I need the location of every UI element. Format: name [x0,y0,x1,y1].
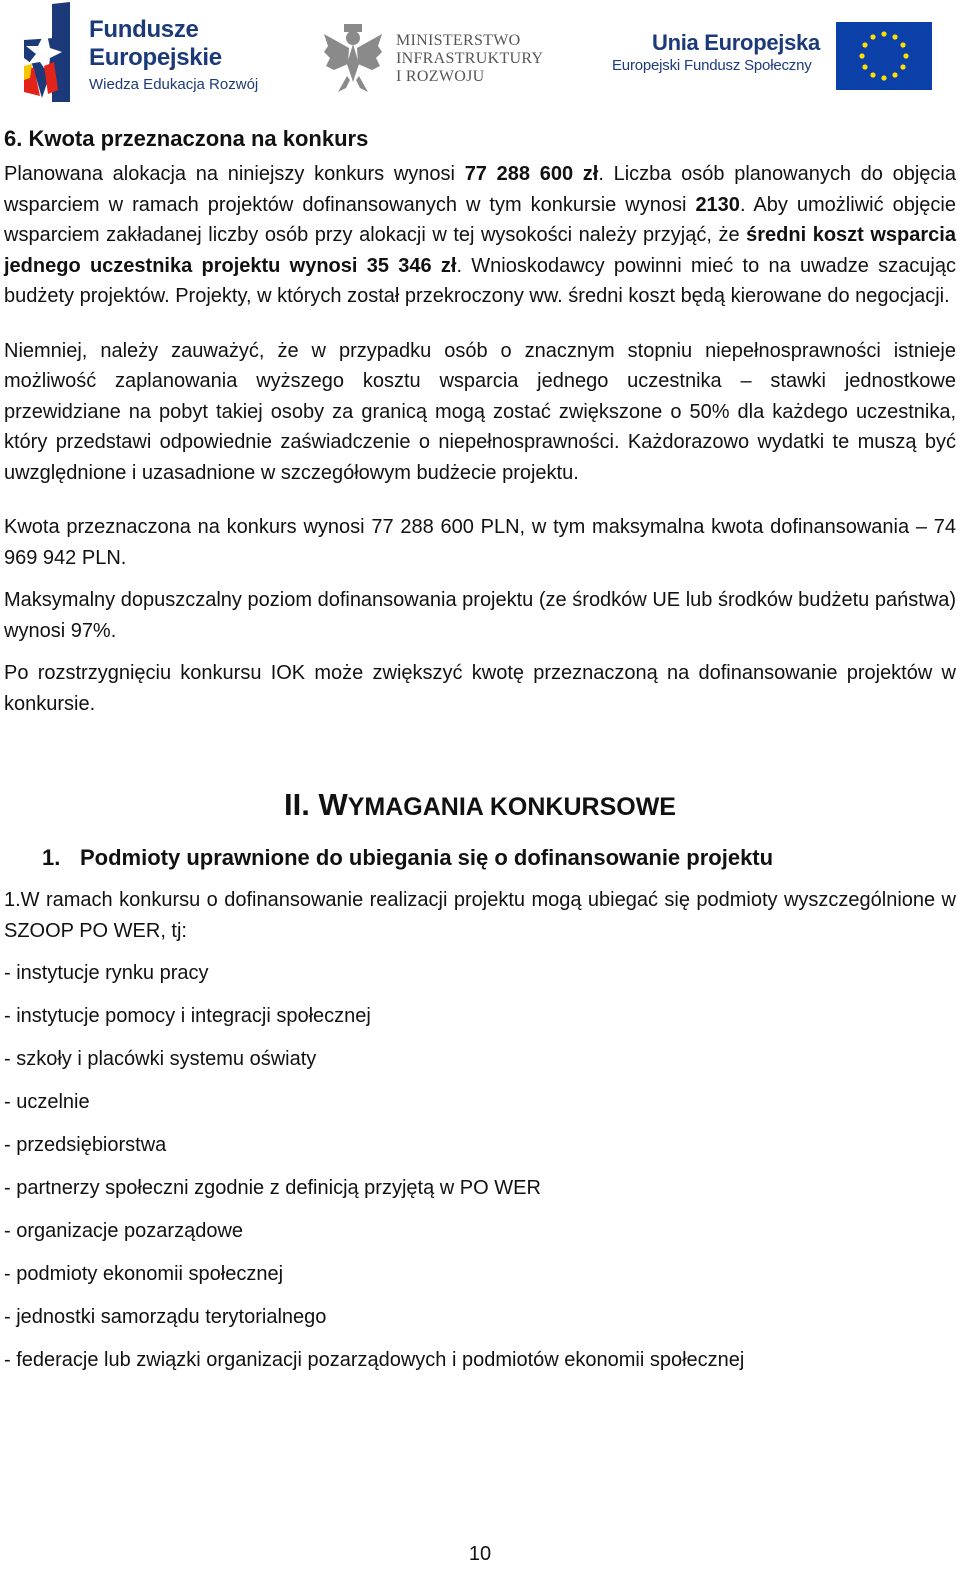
header-logos [0,0,960,110]
ministry-logo [322,22,562,97]
list-item: - uczelnie [4,1091,90,1113]
list-item: - organizacje pozarządowe [4,1220,244,1242]
list-item: - podmioty ekonomii społecznej [4,1263,284,1285]
ministry-line3: I ROZWOJU [396,68,485,85]
part-2-title-initial: W [318,787,348,822]
fe-logo-line2: Europejskie [89,44,222,71]
p1-text-2: . Liczba osób planowanych do objęcia wsparciem w ramach projektów dofinansowanych w tym konkursie wynosi [4,163,956,216]
section-6-paragraph-5: Po rozstrzygnięciu konkursu IOK może zwiększyć kwotę przeznaczoną na dofinansowanie projektów w konkursie. [4,662,956,715]
part-2-number: II. [284,787,319,822]
eu-logo-title: Unia Europejska [652,30,820,55]
part-2-heading [4,787,956,825]
list-item: - federacje lub związki organizacji pozarządowych i podmiotów ekonomii społecznej [4,1349,745,1371]
p1-allocation-amount: 77 288 600 zł [464,163,599,185]
section-6-title: 6. Kwota przeznaczona na konkurs [4,126,369,151]
eu-flag-icon [836,22,932,90]
document-body [4,124,956,1388]
p1-text-3: . Aby umożliwić objęcie wsparciem zakładanej liczby osób przy alokacji w tej wysokości należy przyjąć, że [4,193,956,246]
eu-logo-subtitle: Europejski Fundusz Społeczny [612,57,812,74]
section-6-paragraph-1 [4,159,956,312]
list-item: - instytucje pomocy i integracji społecznej [4,1005,371,1027]
fundusze-europejskie-logo [24,2,274,102]
eligible-entities-intro: 1.W ramach konkursu o dofinansowanie realizacji projektu mogą ubiegać się podmioty wyszczególnione w SZOOP PO WER, tj: [4,889,956,942]
p1-text-1: Planowana alokacja na niniejszy konkurs wynosi [4,163,465,185]
subsection-1-title: Podmioty uprawnione do ubiegania się o dofinansowanie projektu [80,845,774,870]
part-2-title-rest: YMAGANIA KONKURSOWE [347,793,676,821]
subsection-1-heading [42,843,956,873]
list-item: - szkoły i placówki systemu oświaty [4,1048,317,1070]
p1-average-cost: średni koszt wsparcia jednego uczestnika projektu wynosi 35 346 zł [4,224,956,277]
fe-star-graphic [24,2,74,102]
page-number: 10 [468,1543,492,1565]
eagle-emblem-icon [322,22,384,94]
fe-logo-line3: Wiedza Edukacja Rozwój [89,76,259,93]
p1-text-4: . Wnioskodawcy powinni mieć to na uwadze szacując budżety projektów. Projekty, w których został przekroczony ww. średni koszt będą kierowane do negocjacji. [4,254,956,307]
eu-logo [610,20,935,95]
fe-logo-line1: Fundusze [89,16,199,43]
subsection-1-number: 1. [42,845,61,870]
p1-participant-count: 2130 [695,193,740,216]
section-6-paragraph-3: Kwota przeznaczona na konkurs wynosi 77 288 600 PLN, w tym maksymalna kwota dofinansowania – 74 969 942 PLN. [4,516,956,569]
section-6-paragraph-2: Niemniej, należy zauważyć, że w przypadku osób o znacznym stopniu niepełnosprawności istnieje możliwość zaplanowania wyższego kosztu wsparcia jednego uczestnika – stawki jednostkowe przewidziane na pobyt takiej osoby za granicą mogą zostać zwiększone o 50% dla każdego uczestnika, który przedstawi odpowiednie zaświadczenie o niepełnosprawności. Każdorazowo wydatki te muszą być uwzględnione i uzasadnione w szczegółowym budżecie projektu. [4,339,956,484]
ministry-line1: MINISTERSTWO [396,32,521,49]
list-item: - instytucje rynku pracy [4,962,209,984]
list-item: - partnerzy społeczni zgodnie z definicją przyjętą w PO WER [4,1177,541,1199]
ministry-line2: INFRASTRUKTURY [396,50,544,67]
list-item: - jednostki samorządu terytorialnego [4,1306,327,1328]
list-item: - przedsiębiorstwa [4,1134,167,1156]
section-6-paragraph-4: Maksymalny dopuszczalny poziom dofinansowania projektu (ze środków UE lub środków budżetu państwa) wynosi 97%. [4,589,956,642]
